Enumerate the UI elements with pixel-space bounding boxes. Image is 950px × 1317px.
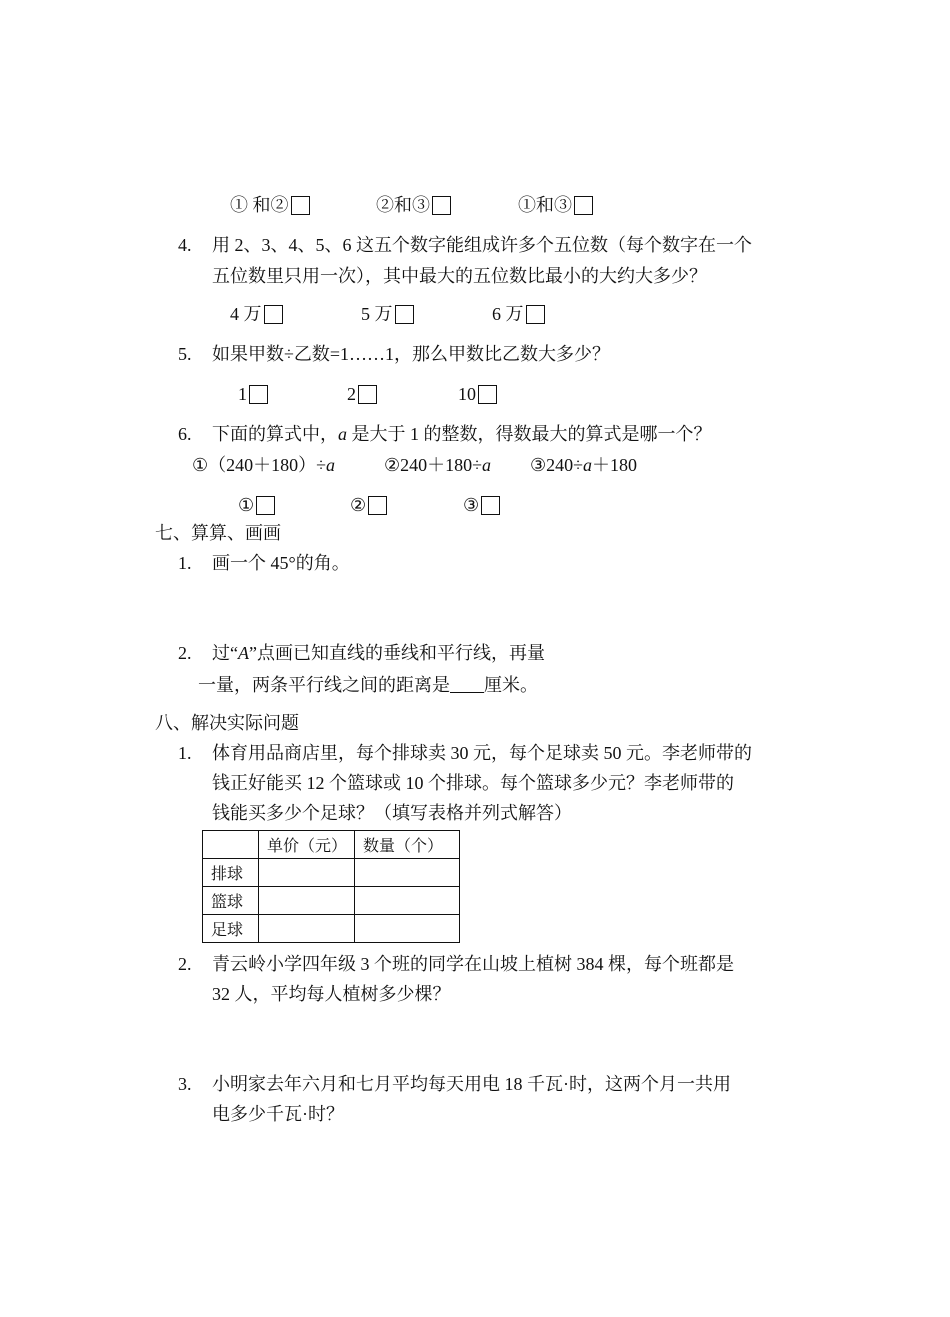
- s8-q1-line-3: 钱能买多少个足球？（填写表格并列式解答）: [212, 803, 572, 823]
- checkbox[interactable]: [395, 305, 414, 324]
- table-cell[interactable]: [355, 859, 460, 887]
- table-cell[interactable]: [355, 887, 460, 915]
- s8-q3-number: 3.: [178, 1074, 192, 1094]
- table-row: [203, 887, 460, 915]
- q6-option-1: ①: [238, 494, 275, 516]
- s8-q2-number: 2.: [178, 954, 192, 974]
- q3-option-2: ②和③: [376, 194, 451, 216]
- s8-q3-line-1: 小明家去年六月和七月平均每天用电 18 千瓦·时，这两个月一共用: [212, 1074, 731, 1094]
- q4-option-2: 5 万: [361, 303, 414, 325]
- q5-option-1: 1: [238, 383, 268, 405]
- table-header-cell: 单价（元）: [259, 831, 355, 859]
- s8-q2-line-1: 青云岭小学四年级 3 个班的同学在山坡上植树 384 棵，每个班都是: [212, 954, 734, 974]
- answer-table: [202, 830, 460, 943]
- table-header-cell: [203, 831, 259, 859]
- table-cell[interactable]: [259, 887, 355, 915]
- q3-option-1: ① 和②: [230, 194, 310, 216]
- q5-number: 5.: [178, 344, 192, 364]
- q6-option-2: ②: [350, 494, 387, 516]
- q4-number: 4.: [178, 235, 192, 255]
- table-cell[interactable]: [259, 859, 355, 887]
- s7-q1-text: 画一个 45°的角。: [212, 553, 350, 573]
- s8-q3-line-2: 电多少千瓦·时？: [212, 1104, 344, 1124]
- row-label: 排球: [203, 859, 259, 887]
- q4-option-3: 6 万: [492, 303, 545, 325]
- q3-option-3: ①和③: [518, 194, 593, 216]
- s8-q1-line-1: 体育用品商店里，每个排球卖 30 元，每个足球卖 50 元。李老师带的: [212, 743, 752, 763]
- table-cell[interactable]: [355, 915, 460, 943]
- table-header-row: [203, 831, 460, 859]
- section-8-title: 八、解决实际问题: [155, 713, 299, 733]
- s8-q1-line-2: 钱正好能买 12 个篮球或 10 个排球。每个篮球多少元？李老师带的: [212, 773, 734, 793]
- checkbox[interactable]: [478, 385, 497, 404]
- checkbox[interactable]: [574, 196, 593, 215]
- q5-option-3: 10: [458, 383, 497, 405]
- q6-number: 6.: [178, 424, 192, 444]
- q6-expression-1: ①（240＋180）÷a: [192, 455, 336, 475]
- section-7-title: 七、算算、画画: [155, 523, 281, 543]
- row-label: 篮球: [203, 887, 259, 915]
- checkbox[interactable]: [264, 305, 283, 324]
- q6-option-3: ③: [463, 494, 500, 516]
- table-row: [203, 859, 460, 887]
- table-cell[interactable]: [259, 915, 355, 943]
- s7-q2-line-2: 一量，两条平行线之间的距离是 厘米。: [198, 675, 538, 695]
- s7-q1-number: 1.: [178, 553, 192, 573]
- checkbox[interactable]: [358, 385, 377, 404]
- checkbox[interactable]: [291, 196, 310, 215]
- checkbox[interactable]: [432, 196, 451, 215]
- checkbox[interactable]: [256, 496, 275, 515]
- row-label: 足球: [203, 915, 259, 943]
- s7-q2-line-1: 过“A”点画已知直线的垂线和平行线，再量: [212, 643, 545, 663]
- s8-q2-line-2: 32 人，平均每人植树多少棵？: [212, 984, 451, 1004]
- q5-option-2: 2: [347, 383, 377, 405]
- answer-blank[interactable]: [450, 674, 484, 693]
- q4-line-1: 用 2、3、4、5、6 这五个数字能组成许多个五位数（每个数字在一个: [212, 235, 752, 255]
- q6-expression-2: ②240＋180÷a: [384, 455, 492, 475]
- q6-text: 下面的算式中，a 是大于 1 的整数，得数最大的算式是哪一个？: [212, 424, 712, 444]
- checkbox[interactable]: [526, 305, 545, 324]
- checkbox[interactable]: [368, 496, 387, 515]
- s8-q1-number: 1.: [178, 743, 192, 763]
- q4-line-2: 五位数里只用一次），其中最大的五位数比最小的大约大多少？: [212, 266, 707, 286]
- q6-expression-3: ③240÷a＋180: [530, 455, 638, 475]
- table-header-cell: 数量（个）: [355, 831, 460, 859]
- s7-q2-number: 2.: [178, 643, 192, 663]
- checkbox[interactable]: [481, 496, 500, 515]
- table-row: [203, 915, 460, 943]
- q4-option-1: 4 万: [230, 303, 283, 325]
- checkbox[interactable]: [249, 385, 268, 404]
- q5-text: 如果甲数÷乙数=1……1，那么甲数比乙数大多少？: [212, 344, 611, 364]
